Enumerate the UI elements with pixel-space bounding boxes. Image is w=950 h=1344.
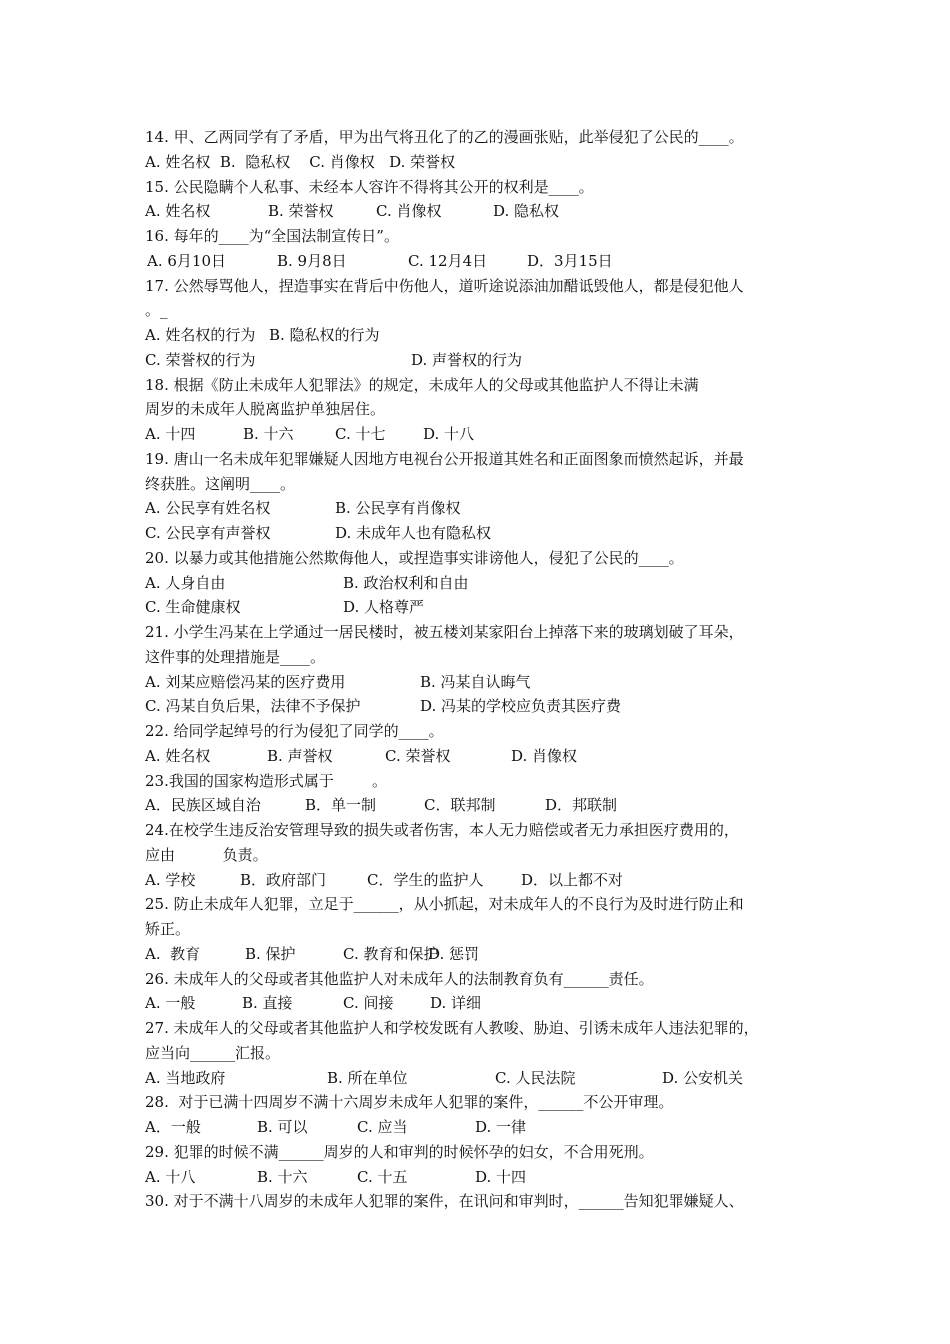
answer-option: D. 公安机关 — [662, 1068, 744, 1087]
question-text: 28. 对于已满十四周岁不满十六周岁未成年人犯罪的案件，______不公开审理。 — [145, 1093, 674, 1112]
answer-option: D. 十四 — [475, 1167, 527, 1186]
answer-option: A. 学校 — [145, 870, 196, 889]
answer-option: B. 声誉权 — [267, 746, 333, 765]
question-text: 这件事的处理措施是____。 — [145, 647, 326, 666]
question-text: 18. 根据《防止未成年人犯罪法》的规定，未成年人的父母或其他监护人不得让未满 — [145, 375, 699, 394]
answer-option: C. 公民享有声誉权 — [145, 524, 271, 542]
question-text: 22. 给同学起绰号的行为侵犯了同学的____。 — [145, 722, 444, 740]
answer-option: B. 十六 — [257, 1167, 308, 1186]
answer-option: C．学生的监护人 — [367, 870, 484, 889]
answer-option: B. 所在单位 — [327, 1068, 408, 1087]
question-text: 27. 未成年人的父母或者其他监护人和学校发既有人教唆、胁迫、引诱未成年人违法犯罪的， — [145, 1019, 759, 1037]
answer-option: C. 间接 — [343, 994, 394, 1013]
answer-option: C. 应当 — [357, 1118, 408, 1136]
answer-option: B．单一制 — [305, 796, 377, 815]
question-text: 19. 唐山一名未成年犯罪嫌疑人因地方电视台公开报道其姓名和正面图象而愤然起诉，并最 — [145, 449, 744, 468]
answer-option: D. 惩罚 — [428, 944, 480, 963]
answer-option: B. 荣誉权 — [268, 202, 334, 221]
answer-option: B. 保护 — [245, 944, 296, 963]
question-text: 应当向______汇报。 — [145, 1043, 281, 1062]
question-text: 30. 对于不满十八周岁的未成年人犯罪的案件，在讯问和审判时，______告知犯罪嫌疑人、 — [145, 1192, 744, 1211]
question-text: 周岁的未成年人脱离监护单独居住。 — [145, 400, 386, 419]
answer-option: A. 公民享有姓名权 — [145, 499, 271, 518]
answer-option: A. 姓名权 B. 隐私权 C. 肖像权 D. 荣誉权 — [145, 152, 456, 171]
answer-option: B. 政治权利和自由 — [343, 573, 469, 592]
answer-option: D. 一律 — [475, 1118, 527, 1136]
answer-option: A. 十四 — [145, 425, 196, 443]
answer-option: A．民族区域自治 — [145, 796, 261, 815]
answer-option: A. 刘某应赔偿冯某的医疗费用 — [145, 672, 346, 691]
question-text: 21. 小学生冯某在上学通过一居民楼时，被五楼刘某家阳台上掉落下来的玻璃划破了耳朵， — [145, 623, 744, 641]
answer-option: C. 荣誉权 — [385, 746, 451, 765]
answer-option: D. 十八 — [423, 425, 475, 443]
answer-option: A. 十八 — [145, 1167, 196, 1186]
question-text: 16. 每年的____为“全国法制宣传日”。 — [145, 227, 399, 245]
answer-option: C. 肖像权 — [376, 202, 442, 221]
question-text: 24.在校学生违反治安管理导致的损失或者伤害，本人无力赔偿或者无力承担医疗费用的， — [145, 821, 739, 839]
answer-option: A. 姓名权 — [145, 202, 211, 221]
answer-option: B. 十六 — [243, 425, 294, 443]
answer-option: A. 姓名权的行为 — [145, 326, 256, 344]
question-text: 23.我国的国家构造形式属于 。 — [145, 771, 388, 790]
answer-option: A. 一般 — [145, 994, 196, 1013]
answer-option: C. 十七 — [335, 425, 386, 443]
question-text: 应由 负责。 — [145, 845, 268, 864]
answer-option: B. 公民享有肖像权 — [335, 499, 461, 518]
answer-option: A. 6月10日 — [147, 251, 226, 270]
answer-option: D. 未成年人也有隐私权 — [335, 524, 492, 542]
answer-option: D．邦联制 — [545, 796, 618, 815]
question-text: 26. 未成年人的父母或者其他监护人对未成年人的法制教育负有______责任。 — [145, 969, 654, 988]
answer-option: D. 冯某的学校应负责其医疗费 — [420, 697, 622, 716]
answer-option: D．3月15日 — [527, 251, 613, 270]
answer-option: D. 声誉权的行为 — [411, 350, 523, 369]
answer-option: C. 冯某自负后果，法律不予保护 — [145, 697, 361, 716]
question-text: 20. 以暴力或其他措施公然欺侮他人，或捏造事实诽谤他人，侵犯了公民的____。 — [145, 548, 684, 567]
question-text: 15. 公民隐瞒个人私事、未经本人容许不得将其公开的权利是____。 — [145, 177, 594, 196]
answer-option: C. 教育和保护 — [343, 944, 439, 963]
answer-option: A. 当地政府 — [145, 1068, 226, 1087]
answer-option: B. 可以 — [257, 1118, 308, 1136]
question-text: 29. 犯罪的时候不满______周岁的人和审判的时候怀孕的妇女，不合用死刑。 — [145, 1142, 654, 1161]
answer-option: D．以上都不对 — [521, 870, 624, 889]
question-text: 14. 甲、乙两同学有了矛盾，甲为出气将丑化了的乙的漫画张贴，此举侵犯了公民的____。 — [145, 128, 744, 146]
answer-option: B. 直接 — [242, 994, 293, 1013]
answer-option: C. 荣誉权的行为 — [145, 350, 256, 369]
question-text: 17. 公然辱骂他人，捏造事实在背后中伤他人，道听途说添油加醋诋毁他人，都是侵犯他人 — [145, 276, 744, 295]
answer-option: A. 教育 — [145, 944, 201, 963]
question-text: 矫正。 — [145, 920, 191, 938]
answer-option: D. 人格尊严 — [343, 598, 425, 617]
answer-option: B. 冯某自认晦气 — [420, 672, 531, 691]
answer-option: C. 12月4日 — [408, 251, 488, 270]
question-text: 。_ — [145, 301, 168, 320]
answer-option: D. 隐私权 — [493, 202, 560, 221]
answer-option: B. 9月8日 — [277, 251, 347, 270]
answer-option: C．联邦制 — [424, 796, 496, 815]
answer-option: A．一般 — [145, 1118, 201, 1136]
answer-option: C. 十五 — [357, 1167, 408, 1186]
answer-option: C. 人民法院 — [495, 1068, 576, 1087]
answer-option: B. 隐私权的行为 — [269, 326, 380, 344]
answer-option: D. 肖像权 — [511, 746, 578, 765]
answer-option: A. 人身自由 — [145, 573, 226, 592]
question-text: 终获胜。这阐明____。 — [145, 474, 296, 493]
answer-option: B．政府部门 — [240, 870, 327, 889]
answer-option: D. 详细 — [430, 994, 482, 1013]
answer-option: A. 姓名权 — [145, 746, 211, 765]
question-text: 25. 防止未成年人犯罪，立足于______，从小抓起，对未成年人的不良行为及时进行防止和 — [145, 895, 744, 914]
answer-option: C. 生命健康权 — [145, 598, 241, 617]
